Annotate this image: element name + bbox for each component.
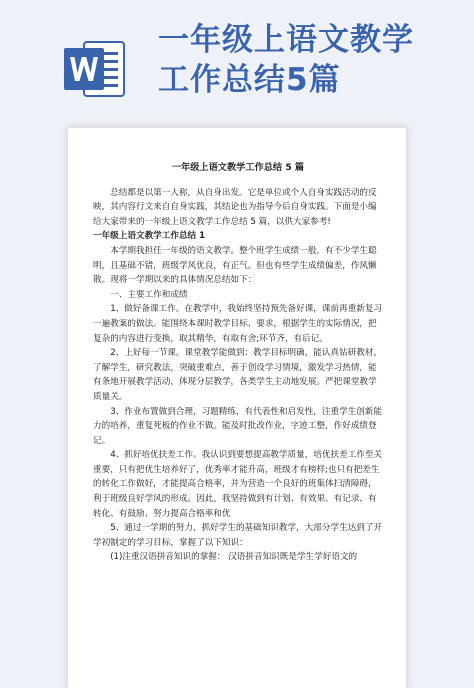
paragraph: 5、通过一学期的努力，抓好学生的基础知识教学，大部分学生达到了开学初制定的学习目标，掌握了以下知识： <box>93 523 383 548</box>
header-banner <box>0 0 474 120</box>
paragraph: (1)注重汉语拼音知识的掌握： 汉语拼音知识既是学生学好语文的 <box>110 552 358 563</box>
page-title <box>158 20 468 100</box>
title-line-2: 工作总结5篇 <box>158 62 341 98</box>
paragraph: 4、抓好培优扶差工作。我认识到要想提高教学质量，培优扶差工作至关重要，只有把优生培养好了，优秀率才能升高，班级才有榜样;也只有把差生的转化工作做好，才能提高合格率，并为营造一个良好的班集体扫清障碍，利于班级良好学风的形成。因此，我坚持做到有计划、有效果、有记录、有转化、有鼓励、努力提高合格率和优 <box>93 450 383 519</box>
paragraph: 本学期我担任一年级的语文教学。整个班学生成绩一般，有不少学生聪明，且基础不错，班级学风优良，有正气。但也有些学生成绩偏差，作风懒散。现将一学期以来的具体情况总结如下： <box>93 245 377 286</box>
word-icon <box>62 36 128 102</box>
document-content <box>93 161 383 565</box>
title-line-1: 一年级上语文教学 <box>158 22 414 58</box>
paragraph: 2、上好每一节课。课堂教学能做到：教学目标明确，能认真钻研教材，了解学生，研究教法，突破重难点，善于创设学习情境，激发学习热情，能有条地开展教学活动，体现分层教学，各类学生主动地发展。严把课堂教学质量关。 <box>93 348 383 402</box>
subheading: 一、主要工作和成绩 <box>110 289 188 300</box>
section-title: 一年级上语文教学工作总结 1 <box>93 231 206 242</box>
intro-paragraph: 总结都是以第一人称，从自身出发。它是单位或个人自身实践活动的反映，其内容行文来自自身实践，其结论也为指导今后自身实践。下面是小编给大家带来的一年级上语文教学工作总结 5 篇，以供大家参考! <box>93 187 377 227</box>
paragraph: 1、做好备课工作。在教学中，我始终坚持预先备好课，课前再重新复习一遍教案的做法。能围绕本课时教学目标、要求，根据学生的实际情况，把复杂的内容进行变换，取其精华，有取有舍;环节齐，有后记。 <box>93 304 383 344</box>
paragraph: 3、作业布置做到合理，习题精练，有代表性和启发性，注重学生创新能力的培养，重复死板的作业不做。能及时批改作业，字迹工整，作好成绩登记。 <box>93 406 383 446</box>
document-page <box>68 128 406 688</box>
document-title: 一年级上语文教学工作总结 5 篇 <box>171 162 305 173</box>
